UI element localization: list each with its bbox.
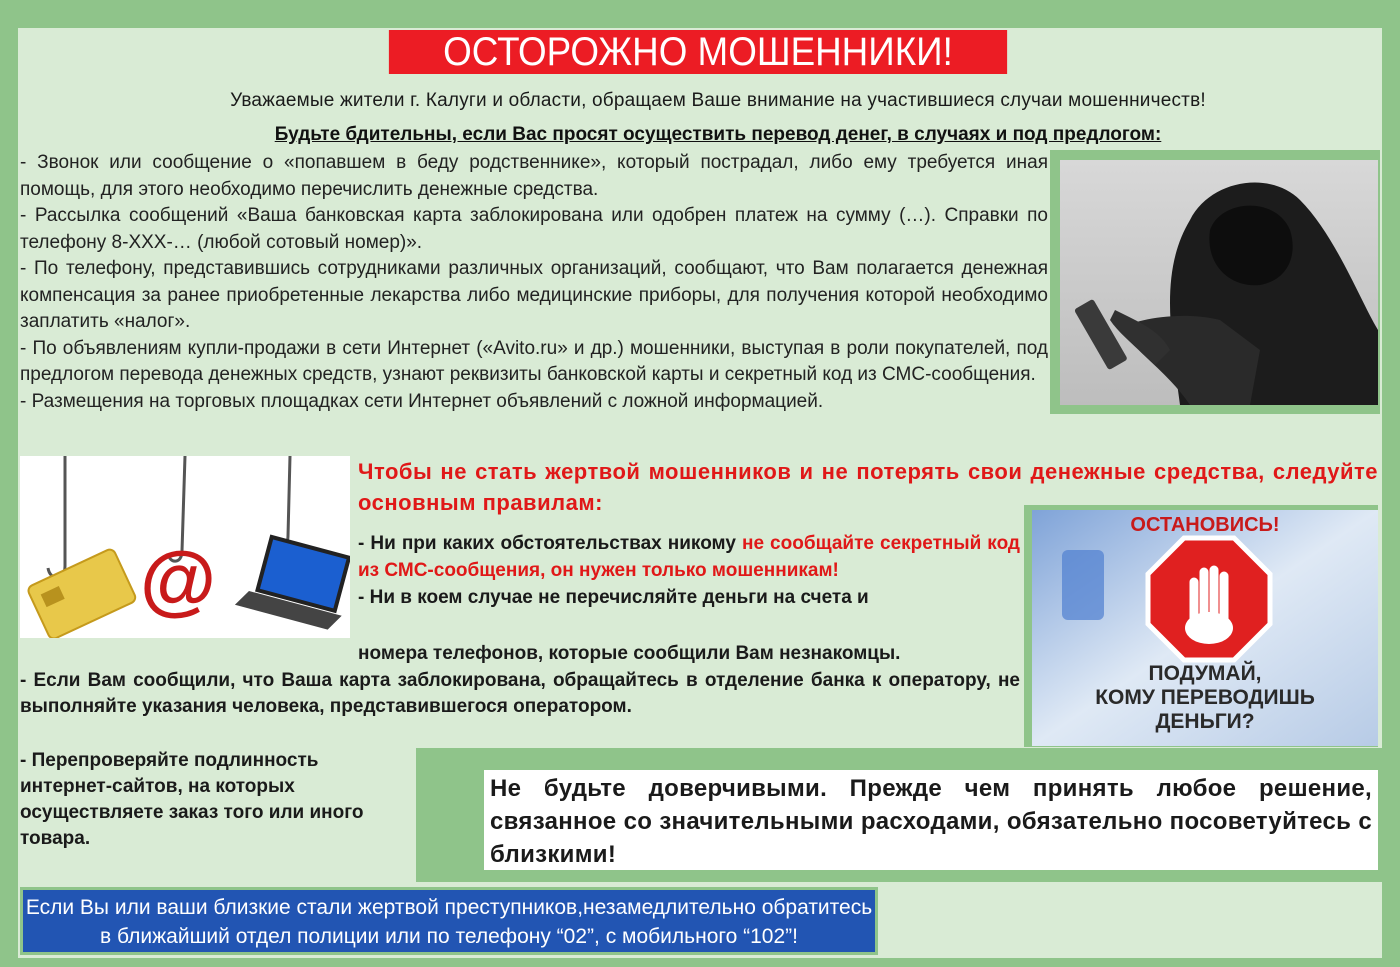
rules-list-continued xyxy=(20,641,1020,721)
scheme-item: - Рассылка сообщений «Ваша банковская карта заблокирована или одобрен платеж на сумму (…). Справки по телефону 8-ХХХ-… (любой сотовый номер)». xyxy=(20,205,1048,253)
stop-poster-bottom-text xyxy=(1032,662,1378,734)
hacker-photo xyxy=(1060,160,1378,405)
scheme-item: - По телефону, представившись сотрудниками различных организаций, сообщают, что Вам полагается денежная компенсация за ранее приобретенные лекарства либо медицинские приборы, для получения которой необходимо заплатить «налог». xyxy=(20,258,1048,332)
police-line: Если Вы или ваши близкие стали жертвой преступников,незамедлительно обратитесь xyxy=(25,896,873,919)
scheme-item: - Звонок или сообщение о «попавшем в беду родственнике», который пострадал, либо ему требуется иная помощь, для этого необходимо перечислить денежные средства. xyxy=(20,152,1048,200)
stop-poster-line: ПОДУМАЙ, xyxy=(1148,662,1262,685)
svg-text:@: @ xyxy=(140,535,217,623)
stop-poster xyxy=(1032,510,1378,746)
rule-item: - Ни в коем случае не перечисляйте деньги на счета и xyxy=(358,587,869,608)
intro-text: Уважаемые жители г. Калуги и области, обращаем Ваше внимание на участившиеся случаи мошенничеств! xyxy=(230,90,1206,111)
stop-poster-top-text: ОСТАНОВИСЬ! xyxy=(1130,514,1280,536)
warning-heading: Будьте бдительны, если Вас просят осуществить перевод денег, в случаях и под предлогом: xyxy=(274,124,1162,145)
scheme-item: - По объявлениям купли-продажи в сети Интернет («Avito.ru» и др.) мошенники, выступая в роли покупателей, под предлогом перевода денежных средств, узнают реквизиты банковской карты и секретный код из СМС-сообщения. xyxy=(20,337,1048,385)
rule-item xyxy=(358,530,1020,584)
stop-poster-line: ДЕНЬГИ? xyxy=(1155,710,1255,733)
fraud-schemes-list xyxy=(20,150,1048,415)
police-line: в ближайший отдел полиции или по телефону “02”, с мобильного “102”! xyxy=(100,925,798,948)
stop-poster-line: КОМУ ПЕРЕВОДИШЬ xyxy=(1095,686,1315,709)
scheme-item: - Размещения на торговых площадках сети Интернет объявлений с ложной информацией. xyxy=(20,390,824,412)
advice-text: Не будьте доверчивыми. Прежде чем принять любое решение, связанное со значительными расходами, обязательно посоветуйтесь с близкими! xyxy=(484,770,1378,870)
rules-list xyxy=(358,530,1020,611)
phishing-hooks-illustration xyxy=(20,456,350,638)
rule-item-check-sites: - Перепроверяйте подлинность интернет-сайтов, на которых осуществляете заказ того или иного товара. xyxy=(20,750,364,849)
rule-text: номера телефонов, которые сообщили Вам незнакомцы. xyxy=(358,643,901,664)
rule-highlight: не сообщайте секретный код из СМС-сообщения, он нужен только мошенникам! xyxy=(358,533,1020,581)
police-contact-banner xyxy=(20,887,878,955)
rules-heading: Чтобы не стать жертвой мошенников и не потерять свои денежные средства, следуйте основным правилам: xyxy=(358,459,1378,515)
rule-item xyxy=(20,641,1020,668)
rule-item: - Если Вам сообщили, что Ваша карта заблокирована, обращайтесь в отделение банка к оператору, не выполняйте указания человека, представившегося оператором. xyxy=(20,669,1020,717)
stop-sign-text: STOP xyxy=(1193,620,1227,634)
rule-text: - Ни при каких обстоятельствах никому xyxy=(358,533,742,554)
poster-title: ОСТОРОЖНО МОШЕННИКИ! xyxy=(389,30,1007,74)
